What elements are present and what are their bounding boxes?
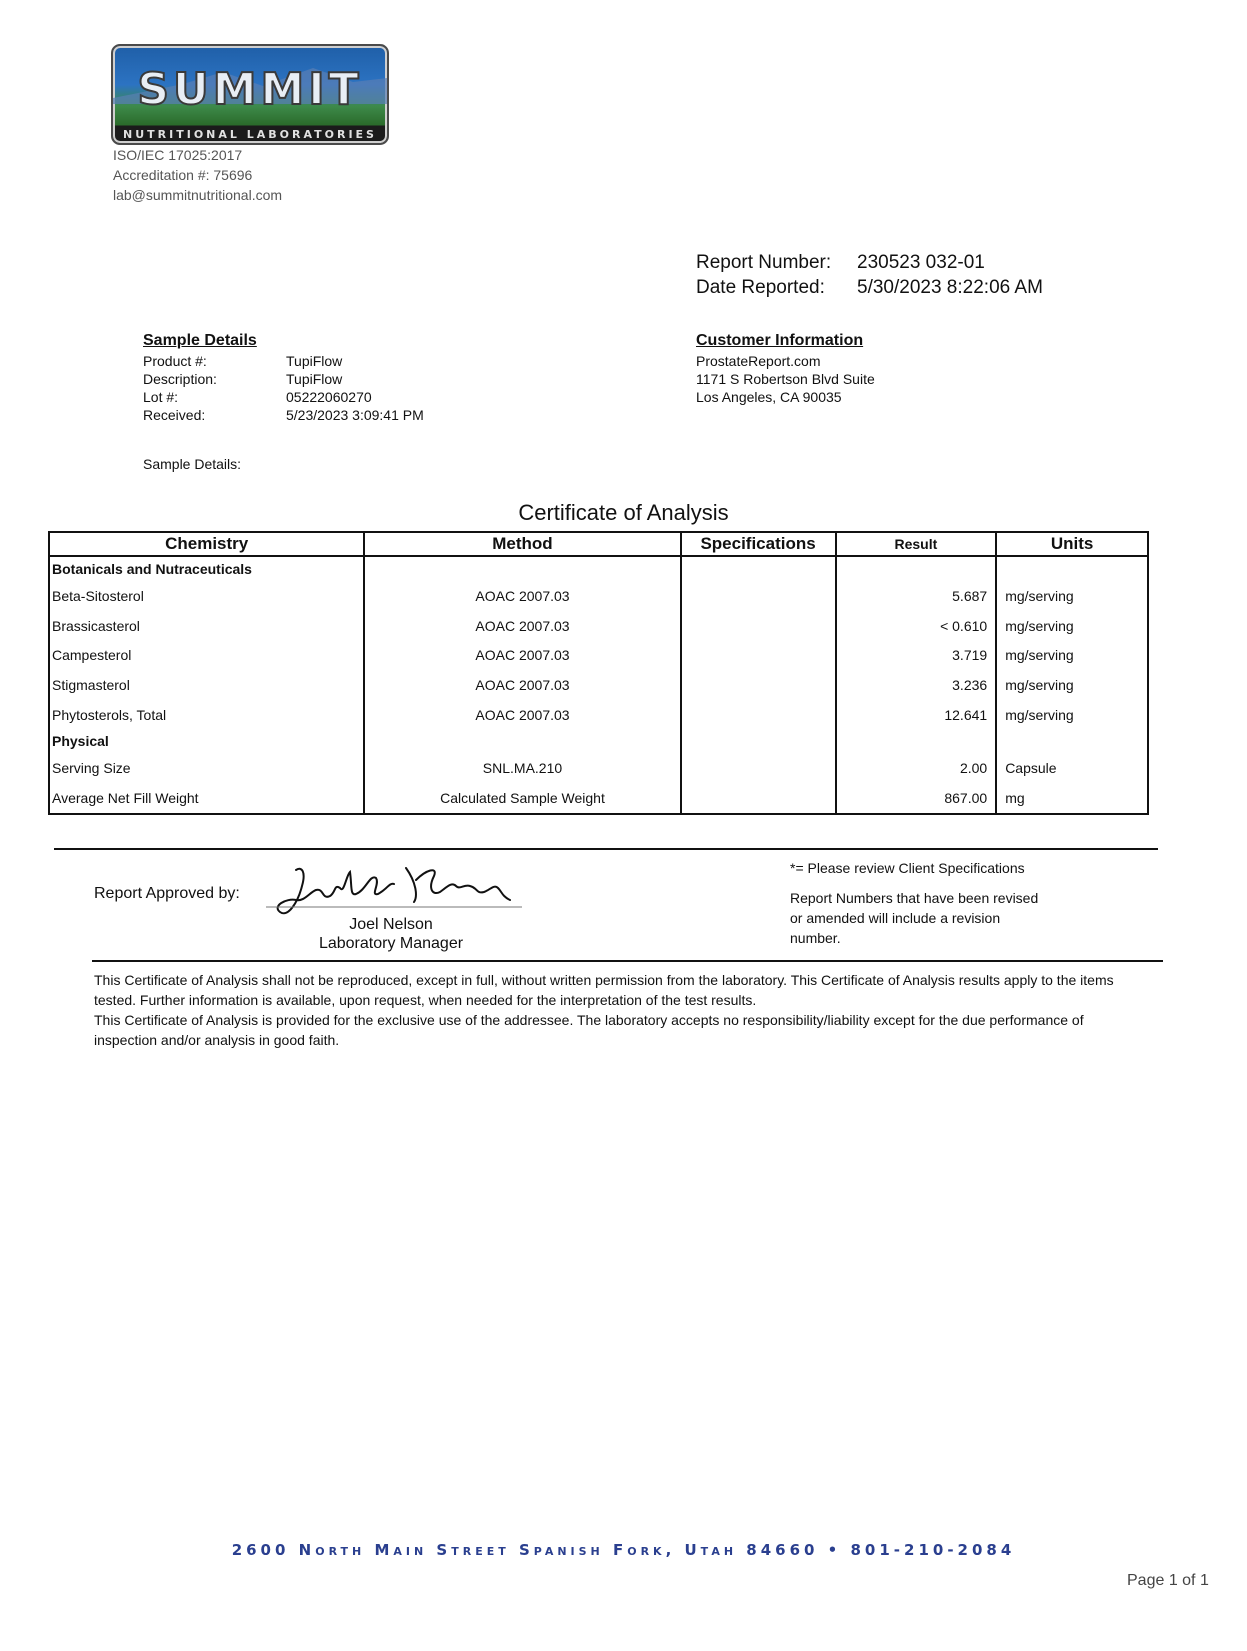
client-spec-note: *= Please review Client Specifications — [790, 860, 1025, 876]
spec-cell — [681, 700, 836, 730]
method-cell: Calculated Sample Weight — [364, 783, 680, 814]
method-cell: AOAC 2007.03 — [364, 640, 680, 670]
description-label: Description: — [143, 371, 217, 387]
table-row — [49, 640, 1148, 670]
approved-label: Report Approved by: — [94, 885, 240, 902]
header-result: Result — [836, 532, 997, 556]
disclaimer — [94, 970, 1144, 1050]
header-specifications: Specifications — [681, 532, 836, 556]
spec-cell — [681, 783, 836, 814]
customer-information — [696, 332, 875, 406]
group-row — [49, 729, 1148, 753]
page-number: Page 1 of 1 — [1127, 1572, 1209, 1589]
spec-cell — [681, 670, 836, 700]
method-cell: SNL.MA.210 — [364, 753, 680, 783]
signer-name: Joel Nelson — [349, 916, 433, 933]
chemistry-cell: Brassicasterol — [49, 611, 364, 641]
report-number-label: Report Number: — [696, 252, 832, 273]
spec-cell — [681, 753, 836, 783]
revision-note: Report Numbers that have been revised or amended will include a revision number. — [790, 890, 1039, 946]
units-cell: Capsule — [996, 753, 1148, 783]
table-row — [49, 700, 1148, 730]
header-chemistry: Chemistry — [49, 532, 364, 556]
logo-subtitle: NUTRITIONAL LABORATORIES — [123, 128, 377, 141]
result-cell: 867.00 — [836, 783, 997, 814]
units-cell: mg/serving — [996, 640, 1148, 670]
disclaimer-paragraph: This Certificate of Analysis shall not be reproduced, except in full, without written permission from the laboratory. This Certificate of Analysis results apply to the items tested. Further information is available, upon request, when needed for the interpretation of the test results. — [94, 972, 1114, 1008]
units-cell: mg/serving — [996, 581, 1148, 611]
spec-cell — [681, 640, 836, 670]
chemistry-cell: Phytosterols, Total — [49, 700, 364, 730]
header-method: Method — [364, 532, 680, 556]
summit-logo — [111, 44, 389, 145]
approval-notes — [790, 858, 1050, 948]
iso-standard: ISO/IEC 17025:2017 — [113, 147, 243, 163]
group-row — [49, 556, 1148, 581]
signer-block — [280, 915, 502, 953]
sample-details-title: Sample Details — [143, 332, 257, 349]
result-cell: < 0.610 — [836, 611, 997, 641]
date-reported-label: Date Reported: — [696, 277, 825, 298]
lab-email: lab@summitnutritional.com — [113, 187, 283, 203]
chemistry-cell: Average Net Fill Weight — [49, 783, 364, 814]
document-title: Certificate of Analysis — [518, 500, 729, 525]
table-row — [49, 753, 1148, 783]
product-value: TupiFlow — [286, 353, 343, 369]
units-cell: mg/serving — [996, 700, 1148, 730]
table-row — [49, 581, 1148, 611]
method-cell: AOAC 2007.03 — [364, 700, 680, 730]
method-cell: AOAC 2007.03 — [364, 581, 680, 611]
logo-wordmark: SUMMIT — [137, 64, 363, 115]
report-number: 230523 032-01 — [857, 252, 985, 273]
chemistry-cell: Beta-Sitosterol — [49, 581, 364, 611]
units-cell: mg/serving — [996, 670, 1148, 700]
method-cell: AOAC 2007.03 — [364, 611, 680, 641]
received-value: 5/23/2023 3:09:41 PM — [286, 407, 424, 423]
divider — [54, 848, 1158, 850]
lab-info — [113, 145, 282, 205]
chemistry-cell: Campesterol — [49, 640, 364, 670]
customer-line: Los Angeles, CA 90035 — [696, 389, 842, 405]
units-cell: mg — [996, 783, 1148, 814]
header-units: Units — [996, 532, 1148, 556]
lot-label: Lot #: — [143, 389, 179, 405]
signer-title: Laboratory Manager — [318, 935, 464, 952]
description-value: TupiFlow — [286, 371, 343, 387]
chemistry-cell: Serving Size — [49, 753, 364, 783]
accreditation-number: Accreditation #: 75696 — [113, 167, 253, 183]
group-name: Botanicals and Nutraceuticals — [49, 556, 364, 581]
units-cell: mg/serving — [996, 611, 1148, 641]
footer-address: 2600 North Main Street Spanish Fork, Utah 84660 • 801-210-2084 — [231, 1541, 1016, 1559]
customer-line: ProstateReport.com — [696, 353, 821, 369]
table-row — [49, 611, 1148, 641]
chemistry-cell: Stigmasterol — [49, 670, 364, 700]
result-cell: 5.687 — [836, 581, 997, 611]
result-cell: 2.00 — [836, 753, 997, 783]
table-row — [49, 783, 1148, 814]
customer-line: 1171 S Robertson Blvd Suite — [696, 371, 875, 387]
lot-value: 05222060270 — [286, 389, 372, 405]
spec-cell — [681, 611, 836, 641]
result-cell: 3.719 — [836, 640, 997, 670]
method-cell: AOAC 2007.03 — [364, 670, 680, 700]
received-label: Received: — [143, 407, 206, 423]
customer-title: Customer Information — [696, 332, 864, 349]
disclaimer-paragraph: This Certificate of Analysis is provided for the exclusive use of the addressee. The laboratory accepts no responsibility/liability except for the due performance of inspection and/or analysis in good faith. — [94, 1012, 1084, 1048]
sample-details-label: Sample Details: — [143, 456, 242, 472]
report-meta — [696, 250, 1043, 300]
result-cell: 12.641 — [836, 700, 997, 730]
divider — [92, 960, 1163, 962]
results-table — [48, 531, 1149, 815]
sample-details — [143, 332, 424, 424]
result-cell: 3.236 — [836, 670, 997, 700]
product-label: Product #: — [143, 353, 207, 369]
group-name: Physical — [49, 729, 364, 753]
table-row — [49, 670, 1148, 700]
spec-cell — [681, 581, 836, 611]
date-reported: 5/30/2023 8:22:06 AM — [857, 277, 1043, 298]
table-header-row — [49, 532, 1148, 556]
